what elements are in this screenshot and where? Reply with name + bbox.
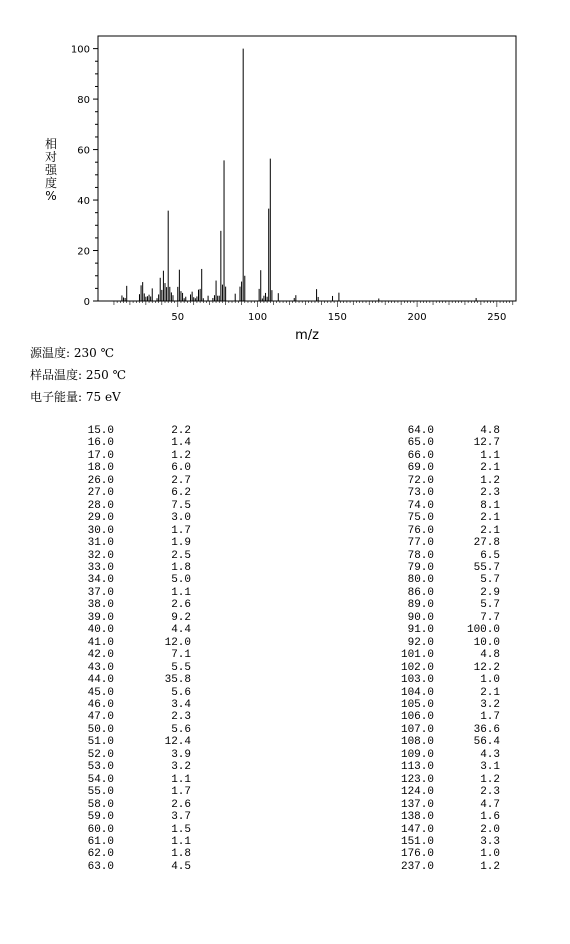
peak-table-left <box>70 425 191 873</box>
peak-table-row <box>70 437 191 449</box>
mz-value: 104.0 <box>400 686 434 699</box>
peak-table-row <box>70 761 191 773</box>
relative-intensity: 2.1 <box>480 512 500 525</box>
mz-value: 16.0 <box>87 437 114 450</box>
peak-table-row <box>70 836 191 848</box>
peak-table-row <box>70 774 191 786</box>
relative-intensity: 3.9 <box>171 748 191 761</box>
peak-table-row <box>390 587 500 599</box>
mz-value: 66.0 <box>407 449 434 462</box>
peak-table-row <box>390 674 500 686</box>
mz-value: 80.0 <box>407 574 434 587</box>
mz-value: 44.0 <box>87 674 114 687</box>
x-tick-label: 50 <box>171 312 185 323</box>
peak-table-row <box>390 736 500 748</box>
x-axis <box>114 301 513 323</box>
peak-table-row <box>70 487 191 499</box>
peak-table-row <box>390 487 500 499</box>
peak-table-row <box>70 799 191 811</box>
mz-value: 37.0 <box>87 586 114 599</box>
peak-table-row <box>70 699 191 711</box>
peak-table-row <box>390 649 500 661</box>
relative-intensity: 7.1 <box>171 649 191 662</box>
peak-table-row <box>70 574 191 586</box>
peak-table-row <box>70 599 191 611</box>
mz-value: 41.0 <box>87 636 114 649</box>
mz-value: 176.0 <box>400 848 434 861</box>
peak-table-row <box>70 624 191 636</box>
relative-intensity: 3.3 <box>480 835 500 848</box>
mz-value: 40.0 <box>87 624 114 637</box>
relative-intensity: 1.0 <box>480 674 500 687</box>
mz-value: 77.0 <box>407 537 434 550</box>
mz-value: 92.0 <box>407 636 434 649</box>
mz-value: 109.0 <box>400 748 434 761</box>
peak-table-row <box>70 562 191 574</box>
source-temperature: 源温度: 230 ℃ <box>30 346 115 360</box>
peak-table-row <box>70 475 191 487</box>
peak-table-row <box>390 811 500 823</box>
mz-value: 39.0 <box>87 611 114 624</box>
peak-table-row <box>390 450 500 462</box>
relative-intensity: 1.7 <box>480 711 500 724</box>
relative-intensity: 2.1 <box>480 524 500 537</box>
mz-value: 105.0 <box>400 698 434 711</box>
relative-intensity: 35.8 <box>164 674 191 687</box>
relative-intensity: 3.7 <box>171 811 191 824</box>
mz-value: 62.0 <box>87 848 114 861</box>
relative-intensity: 1.5 <box>171 823 191 836</box>
relative-intensity: 2.3 <box>480 487 500 500</box>
peak-table-right <box>390 425 500 873</box>
mass-spectrum-chart <box>0 0 570 345</box>
peak-table-row <box>390 637 500 649</box>
relative-intensity: 1.2 <box>480 474 500 487</box>
peak-table-row <box>390 774 500 786</box>
y-tick-label: 20 <box>77 246 90 258</box>
peak-table-row <box>70 674 191 686</box>
peak-table-row <box>70 824 191 836</box>
mz-value: 38.0 <box>87 599 114 612</box>
mz-value: 46.0 <box>87 698 114 711</box>
relative-intensity: 1.1 <box>171 773 191 786</box>
relative-intensity: 100.0 <box>466 624 500 637</box>
x-axis-label: m/z <box>295 328 319 343</box>
relative-intensity: 2.9 <box>480 586 500 599</box>
peak-table-row <box>70 736 191 748</box>
peak-table-row <box>390 799 500 811</box>
mz-value: 51.0 <box>87 736 114 749</box>
mz-value: 151.0 <box>400 835 434 848</box>
mz-value: 123.0 <box>400 773 434 786</box>
mz-value: 59.0 <box>87 811 114 824</box>
relative-intensity: 5.5 <box>171 661 191 674</box>
mz-value: 55.0 <box>87 786 114 799</box>
mz-value: 45.0 <box>87 686 114 699</box>
y-tick-label: 0 <box>83 297 90 308</box>
peak-table-row <box>390 599 500 611</box>
mz-value: 124.0 <box>400 786 434 799</box>
mz-value: 17.0 <box>87 449 114 462</box>
relative-intensity: 1.7 <box>171 524 191 537</box>
mz-value: 42.0 <box>87 649 114 662</box>
mz-value: 137.0 <box>400 798 434 811</box>
mz-value: 30.0 <box>87 524 114 537</box>
relative-intensity: 12.2 <box>473 661 500 674</box>
relative-intensity: 1.8 <box>171 561 191 574</box>
relative-intensity: 2.2 <box>171 425 191 437</box>
relative-intensity: 1.1 <box>480 449 500 462</box>
mz-value: 53.0 <box>87 761 114 774</box>
relative-intensity: 4.4 <box>171 624 191 637</box>
mz-value: 237.0 <box>400 860 434 873</box>
peak-table-row <box>70 711 191 723</box>
electron-energy: 电子能量: 75 eV <box>30 390 121 404</box>
mz-value: 103.0 <box>400 674 434 687</box>
relative-intensity: 5.0 <box>171 574 191 587</box>
relative-intensity: 2.1 <box>480 462 500 475</box>
peak-table-row <box>390 861 500 873</box>
mz-value: 65.0 <box>407 437 434 450</box>
peak-table-row <box>390 836 500 848</box>
mz-value: 74.0 <box>407 499 434 512</box>
mz-value: 73.0 <box>407 487 434 500</box>
mz-value: 106.0 <box>400 711 434 724</box>
peak-table-row <box>70 811 191 823</box>
peak-table-row <box>390 512 500 524</box>
relative-intensity: 4.8 <box>480 649 500 662</box>
peak-table-row <box>390 574 500 586</box>
peak-table-row <box>390 462 500 474</box>
mz-value: 108.0 <box>400 736 434 749</box>
y-tick-label: 80 <box>77 95 90 107</box>
y-tick-label: 40 <box>77 196 90 208</box>
relative-intensity: 1.2 <box>480 860 500 873</box>
relative-intensity: 7.7 <box>480 611 500 624</box>
mz-value: 54.0 <box>87 773 114 786</box>
relative-intensity: 1.9 <box>171 537 191 550</box>
relative-intensity: 2.3 <box>480 786 500 799</box>
peak-table-row <box>70 462 191 474</box>
peak-table-row <box>390 437 500 449</box>
relative-intensity: 3.4 <box>171 698 191 711</box>
peak-table-row <box>70 861 191 873</box>
relative-intensity: 56.4 <box>473 736 500 749</box>
relative-intensity: 6.0 <box>171 462 191 475</box>
relative-intensity: 1.4 <box>171 437 191 450</box>
relative-intensity: 1.7 <box>171 786 191 799</box>
relative-intensity: 2.6 <box>171 599 191 612</box>
mz-value: 76.0 <box>407 524 434 537</box>
peak-table-row <box>70 550 191 562</box>
peak-table-row <box>70 749 191 761</box>
relative-intensity: 1.6 <box>480 811 500 824</box>
peak-table-row <box>390 425 500 437</box>
mz-value: 69.0 <box>407 462 434 475</box>
peak-table-row <box>70 786 191 798</box>
mz-value: 147.0 <box>400 823 434 836</box>
y-tick-label: 100 <box>70 44 90 56</box>
mz-value: 89.0 <box>407 599 434 612</box>
peak-table-row <box>70 512 191 524</box>
peak-table-row <box>390 824 500 836</box>
peak-table-row <box>390 562 500 574</box>
relative-intensity: 36.6 <box>473 723 500 736</box>
relative-intensity: 2.6 <box>171 798 191 811</box>
peak-table-row <box>390 624 500 636</box>
mz-value: 101.0 <box>400 649 434 662</box>
relative-intensity: 27.8 <box>473 537 500 550</box>
mz-value: 90.0 <box>407 611 434 624</box>
mz-value: 86.0 <box>407 586 434 599</box>
peak-table-row <box>390 761 500 773</box>
peak-table-row <box>390 537 500 549</box>
y-tick-label: 60 <box>77 145 90 157</box>
peak-table-row <box>70 637 191 649</box>
peak-table-row <box>70 612 191 624</box>
mz-value: 33.0 <box>87 561 114 574</box>
relative-intensity: 1.1 <box>171 586 191 599</box>
relative-intensity: 12.7 <box>473 437 500 450</box>
plot-frame <box>98 36 516 301</box>
mz-value: 31.0 <box>87 537 114 550</box>
relative-intensity: 3.1 <box>480 761 500 774</box>
mz-value: 107.0 <box>400 723 434 736</box>
mz-value: 60.0 <box>87 823 114 836</box>
peak-table-row <box>390 724 500 736</box>
relative-intensity: 10.0 <box>473 636 500 649</box>
relative-intensity: 2.5 <box>171 549 191 562</box>
peak-table-row <box>390 612 500 624</box>
peak-table-row <box>390 848 500 860</box>
relative-intensity: 4.8 <box>480 425 500 437</box>
relative-intensity: 3.2 <box>171 761 191 774</box>
mz-value: 72.0 <box>407 474 434 487</box>
relative-intensity: 8.1 <box>480 499 500 512</box>
mz-value: 43.0 <box>87 661 114 674</box>
mz-value: 52.0 <box>87 748 114 761</box>
peak-table-row <box>70 587 191 599</box>
x-tick-label: 200 <box>407 312 427 323</box>
relative-intensity: 5.7 <box>480 574 500 587</box>
mz-value: 50.0 <box>87 723 114 736</box>
spectrum-peaks <box>122 49 476 301</box>
peak-table-row <box>390 699 500 711</box>
mz-value: 63.0 <box>87 860 114 873</box>
y-axis <box>71 45 98 308</box>
mz-value: 28.0 <box>87 499 114 512</box>
peak-table-row <box>70 450 191 462</box>
relative-intensity: 2.3 <box>171 711 191 724</box>
relative-intensity: 1.8 <box>171 848 191 861</box>
peak-table-row <box>390 687 500 699</box>
x-tick-label: 250 <box>487 312 507 323</box>
mz-value: 113.0 <box>400 761 434 774</box>
relative-intensity: 9.2 <box>171 611 191 624</box>
mz-value: 58.0 <box>87 798 114 811</box>
mz-value: 47.0 <box>87 711 114 724</box>
relative-intensity: 2.7 <box>171 474 191 487</box>
x-tick-label: 150 <box>327 312 347 323</box>
peak-table-row <box>390 749 500 761</box>
relative-intensity: 4.5 <box>171 860 191 873</box>
mz-value: 29.0 <box>87 512 114 525</box>
mz-value: 91.0 <box>407 624 434 637</box>
peak-table-row <box>70 525 191 537</box>
mz-value: 61.0 <box>87 835 114 848</box>
relative-intensity: 5.7 <box>480 599 500 612</box>
relative-intensity: 12.4 <box>164 736 191 749</box>
peak-table-row <box>70 500 191 512</box>
peak-table-row <box>70 848 191 860</box>
relative-intensity: 4.3 <box>480 748 500 761</box>
x-tick-label: 100 <box>247 312 268 323</box>
relative-intensity: 2.0 <box>480 823 500 836</box>
relative-intensity: 4.7 <box>480 798 500 811</box>
mz-value: 15.0 <box>87 425 114 437</box>
peak-table-row <box>390 500 500 512</box>
relative-intensity: 7.5 <box>171 499 191 512</box>
mz-value: 32.0 <box>87 549 114 562</box>
relative-intensity: 1.0 <box>480 848 500 861</box>
peak-table-row <box>390 711 500 723</box>
relative-intensity: 1.2 <box>480 773 500 786</box>
relative-intensity: 5.6 <box>171 686 191 699</box>
peak-table-row <box>390 662 500 674</box>
mz-value: 26.0 <box>87 474 114 487</box>
relative-intensity: 12.0 <box>164 636 191 649</box>
relative-intensity: 6.2 <box>171 487 191 500</box>
relative-intensity: 1.1 <box>171 835 191 848</box>
mz-value: 75.0 <box>407 512 434 525</box>
mz-value: 18.0 <box>87 462 114 475</box>
peak-table-row <box>70 724 191 736</box>
peak-table-row <box>390 475 500 487</box>
mz-value: 138.0 <box>400 811 434 824</box>
peak-table-row <box>70 687 191 699</box>
peak-table-row <box>70 537 191 549</box>
relative-intensity: 55.7 <box>473 561 500 574</box>
relative-intensity: 1.2 <box>171 449 191 462</box>
peak-table-row <box>70 662 191 674</box>
mz-value: 79.0 <box>407 561 434 574</box>
peak-table-row <box>390 786 500 798</box>
relative-intensity: 3.2 <box>480 698 500 711</box>
peak-table-row <box>70 425 191 437</box>
mz-value: 34.0 <box>87 574 114 587</box>
mz-value: 27.0 <box>87 487 114 500</box>
sample-temperature: 样品温度: 250 ℃ <box>30 368 127 382</box>
peak-table-row <box>390 550 500 562</box>
relative-intensity: 6.5 <box>480 549 500 562</box>
mz-value: 64.0 <box>407 425 434 437</box>
peak-table-row <box>390 525 500 537</box>
relative-intensity: 3.0 <box>171 512 191 525</box>
peak-table-row <box>70 649 191 661</box>
mz-value: 102.0 <box>400 661 434 674</box>
mz-value: 78.0 <box>407 549 434 562</box>
relative-intensity: 5.6 <box>171 723 191 736</box>
y-axis-label: 相对强度% <box>44 137 58 203</box>
relative-intensity: 2.1 <box>480 686 500 699</box>
